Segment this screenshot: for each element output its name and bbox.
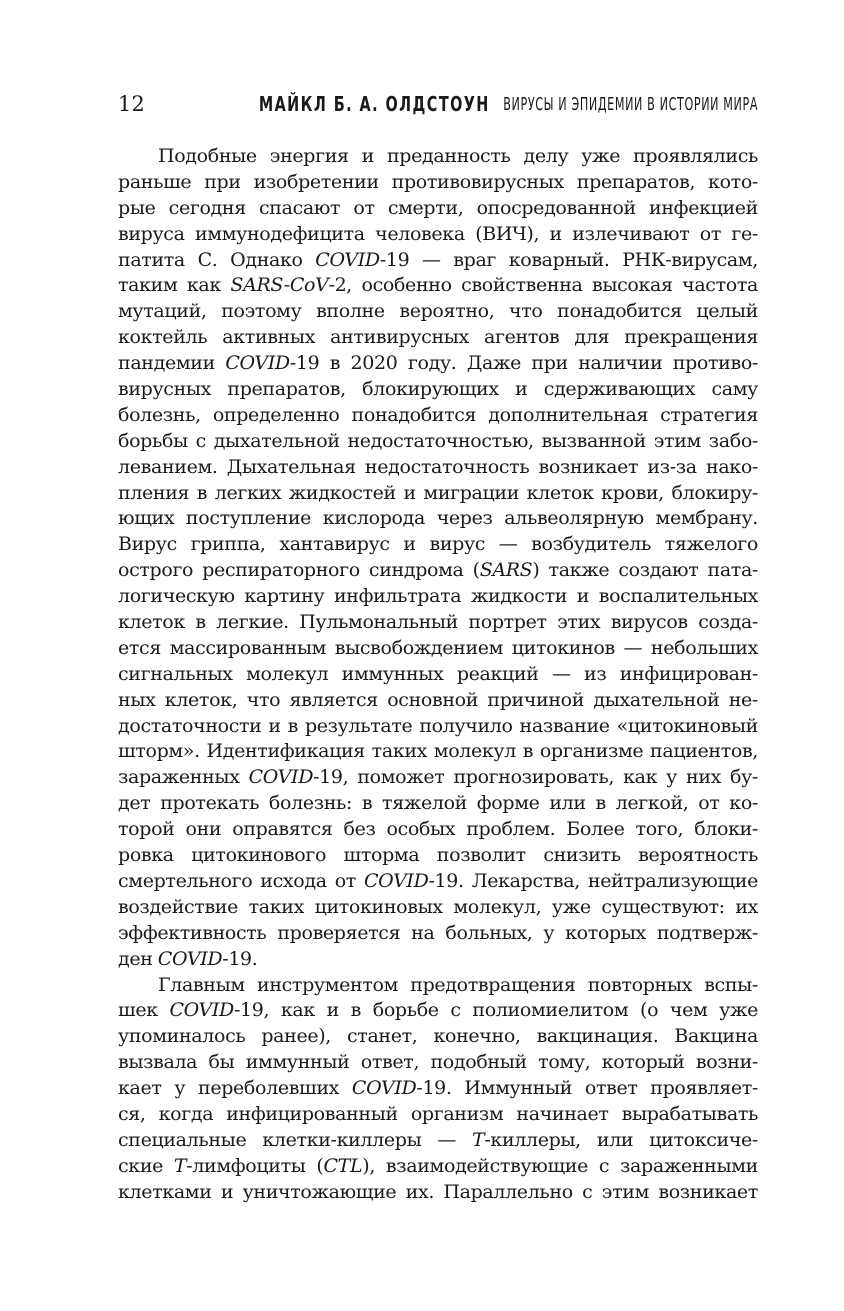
text-line: таким как SARS-CoV-2, особенно свойственна высокая частота [118,274,758,297]
text-line: Вирус гриппа, хантавирус и вирус — возбудитель тяжелого [118,533,758,556]
text-line: острого респираторного синдрома (SARS) также создают пата- [118,559,758,582]
text-line: кает у переболевших COVID-19. Иммунный ответ проявляет- [118,1077,758,1100]
text-line: Подобные энергия и преданность делу уже проявлялись [158,145,758,167]
text-line: достаточности и в результате получило название «цитокиновый [118,714,758,737]
text-line: смертельного исхода от COVID-19. Лекарства, нейтрализующие [118,869,758,892]
author-name: МАЙКЛ Б. А. ОЛДСТОУН [259,92,490,116]
text-line: патита С. Однако COVID-19 — враг коварный. РНК-вирусам, [118,248,758,271]
text-line: ся, когда инфицированный организм начинает вырабатывать [118,1102,758,1125]
text-line: раньше при изобретении противовирусных препаратов, кото- [118,170,758,193]
text-line: мутаций, поэтому вполне вероятно, что понадобится целый [118,300,758,323]
text-line: Главным инструментом предотвращения повторных вспы- [158,973,758,996]
text-line: вызвала бы иммунный ответ, подобный тому, который возни- [118,1051,758,1074]
text-line: клетками и уничтожающие их. Параллельно с этим возникает [118,1180,758,1203]
body-text [118,144,758,1206]
text-line: ские Т-лимфоциты (CTL), взаимодействующие с зараженными [118,1154,758,1177]
text-line: воздействие таких цитокиновых молекул, уже существуют: их [118,895,758,918]
text-line: ющих поступление кислорода через альвеолярную мембрану. [118,507,758,530]
text-line: торой они оправятся без особых проблем. Более того, блоки- [118,818,758,841]
text-line: логическую картину инфильтрата жидкости и воспалительных [118,585,758,608]
book-title: ВИРУСЫ И ЭПИДЕМИИ В ИСТОРИИ МИРА [503,94,758,115]
text-line: шек COVID-19, как и в борьбе с полиомиелитом (о чем уже [118,999,758,1022]
text-line: пандемии COVID-19 в 2020 году. Даже при наличии противо- [118,352,758,375]
text-line: вируса иммунодефицита человека (ВИЧ), и излечивают от ге- [118,222,758,245]
text-line: рые сегодня спасают от смерти, опосредованной инфекцией [118,196,758,219]
text-line: эффективность проверяется на больных, у которых подтверж- [118,921,758,944]
text-line: ных клеток, что является основной причиной дыхательной не- [118,688,758,711]
text-line: вирусных препаратов, блокирующих и сдерживающих саму [118,378,758,401]
text-line: клеток в легкие. Пульмональный портрет этих вирусов созда- [118,611,758,634]
text-line: специальные клетки-киллеры — Т-киллеры, или цитоксиче- [118,1128,758,1151]
text-line: упоминалось ранее), станет, конечно, вакцинация. Вакцина [118,1025,758,1048]
text-line: ден COVID-19. [118,947,258,970]
text-line: коктейль активных антивирусных агентов для прекращения [118,326,758,349]
text-line: борьбы с дыхательной недостаточностью, вызванной этим забо- [118,429,758,452]
text-line: ется массированным высвобождением цитокинов — небольших [118,636,758,659]
text-line: пления в легких жидкостей и миграции клеток крови, блокиру- [118,481,758,504]
page-number: 12 [118,92,145,116]
text-line: сигнальных молекул иммунных реакций — из инфицирован- [118,662,758,685]
text-line: болезнь, определенно понадобится дополнительная стратегия [118,403,758,426]
text-line: зараженных COVID-19, поможет прогнозировать, как у них бу- [118,766,758,789]
text-line: дет протекать болезнь: в тяжелой форме или в легкой, от ко- [118,792,758,815]
running-header [118,92,758,122]
text-line: ровка цитокинового шторма позволит снизить вероятность [118,844,758,867]
text-line: шторм». Идентификация таких молекул в организме пациентов, [118,740,758,763]
text-line: леванием. Дыхательная недостаточность возникает из-за нако- [118,455,758,478]
